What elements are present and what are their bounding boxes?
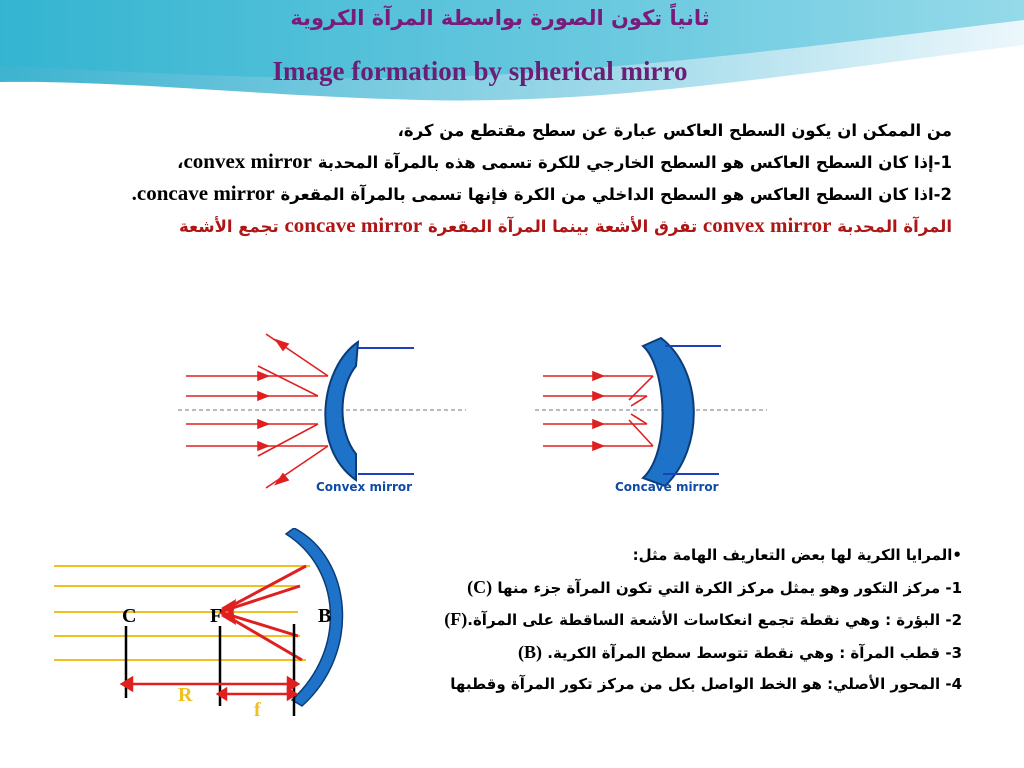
intro-line: من الممكن ان يكون السطح العاكس عبارة عن سطح مقتطع من كرة، [397,121,952,140]
concave-mirror-figure [535,328,767,498]
focal-length-label: f [254,699,261,720]
focus-label: F [210,605,223,627]
definition-item: 3- قطب المرآة : وهي نقطة تتوسط سطح المرآة الكرية. (B) [518,641,962,662]
page-title-arabic: ثانياً تكون الصورة بواسطة المرآة الكروية [290,6,710,30]
definitions-list [372,540,962,701]
definition-item: 1- مركز التكور وهو يمثل مركز الكرة التي تكون المرآة جزء منها (C) [467,576,962,597]
center-label: C [122,605,137,627]
concave-caption: Concave mirror [615,480,719,494]
definition-item: 2- البؤرة : وهي نقطة تجمع انعكاسات الأشعة الساقطة على المرآة.(F) [444,609,962,629]
convex-mirror-figure [178,328,466,498]
convex-caption: Convex mirror [316,480,413,494]
definition-item: 4- المحور الأصلي: هو الخط الواصل بكل من مركز تكور المرآة وقطبها [450,675,962,693]
definitions-intro: •المرايا الكرية لها بعض التعاريف الهامة مثل: [632,546,962,564]
spherical-mirror-diagram [48,528,348,720]
intro-item-2: 2-اذا كان السطح العاكس هو السطح الداخلي من الكرة فإنها تسمى بالمرآة المقعرة concave mirror. [131,181,952,205]
intro-paragraph [86,115,952,242]
intro-item-1: 1-إذا كان السطح العاكس هو السطح الخارجي للكرة تسمى هذه بالمرآة المحدبة convex mirror، [177,149,952,173]
page-title-english: Image formation by spherical mirro [272,56,688,86]
pole-label: B [318,605,332,627]
intro-note: المرآة المحدبة convex mirror تفرق الأشعة بينما المرآة المقعرة concave mirror تجمع الأشعة [179,213,952,237]
radius-label: R [178,684,193,706]
